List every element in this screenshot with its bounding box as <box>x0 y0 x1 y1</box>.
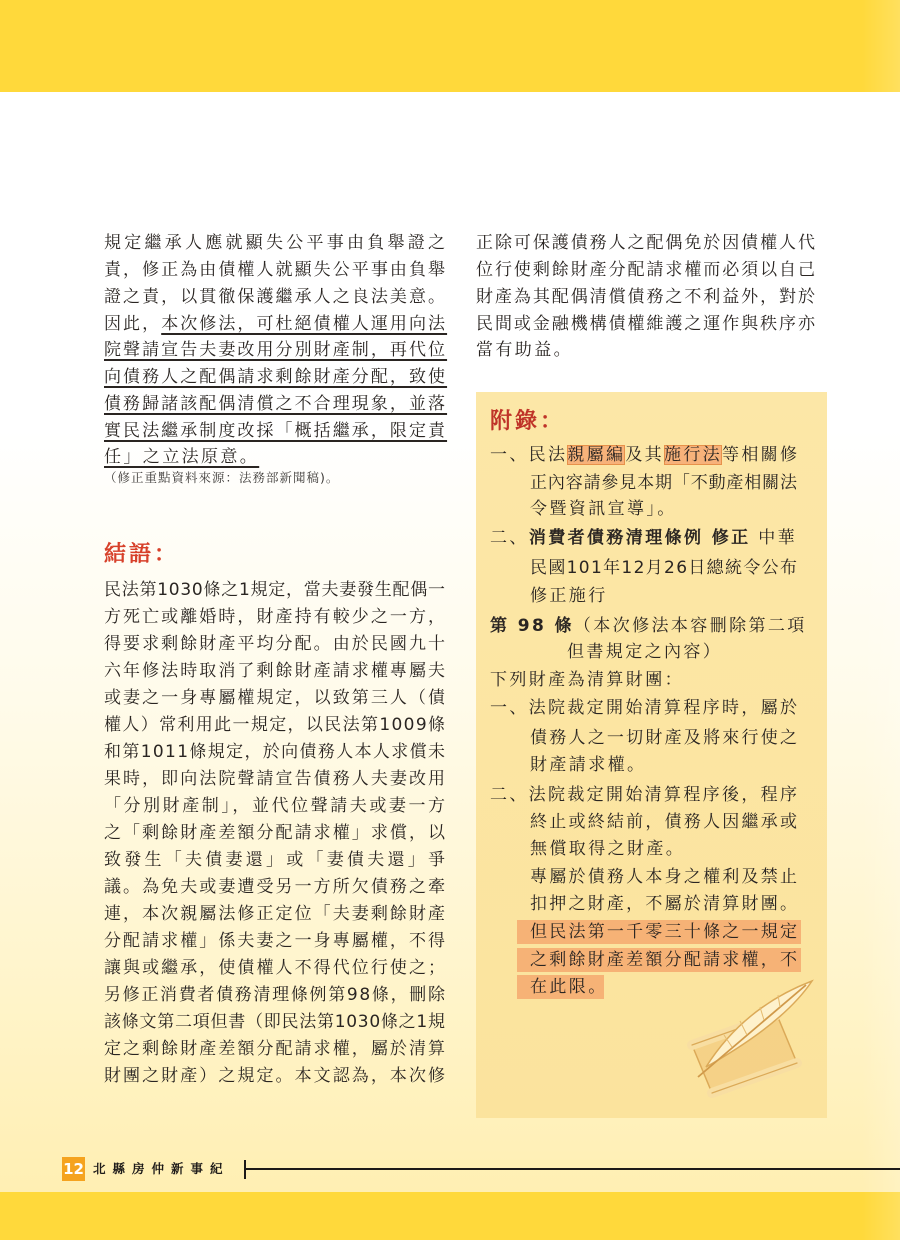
text-span: 及其 <box>625 445 665 465</box>
body-text-line: 議。為免夫或妻遭受另一方所欠債務之牽 <box>104 877 448 897</box>
item-number: 二、 <box>490 785 529 805</box>
underlined-text-line: 任」之立法原意。 <box>104 447 260 467</box>
appendix-text-line: 正內容請參見本期「不動產相關法 <box>530 473 798 493</box>
highlighted-term: 施行法 <box>664 445 723 465</box>
exclusion-line: 專屬於債務人本身之權利及禁止 <box>530 867 800 887</box>
text-span: 法院裁定開始清算程序時，屬於 <box>528 698 800 718</box>
appendix-item <box>490 527 797 549</box>
article-line <box>490 615 807 637</box>
list-intro: 下列財產為清算財團： <box>490 670 684 690</box>
body-text-line: 權人）常利用此一規定，以民法第1009條 <box>104 715 447 735</box>
highlighted-exception-line: 但民法第一千零三十條之一規定 <box>530 922 800 942</box>
bottom-color-band <box>0 1192 900 1240</box>
body-text-line <box>104 313 448 335</box>
appendix-item <box>490 444 800 466</box>
body-text-line: 責，修正為由債權人就顯失公平事由負舉 <box>104 260 448 280</box>
body-text-line: 規定繼承人應就顯失公平事由負舉證之 <box>104 233 449 253</box>
list-item-line: 財產請求權。 <box>530 755 647 775</box>
conclusion-heading: 結語： <box>104 542 180 567</box>
body-text-line: 民法第1030條之1規定，當夫妻發生配偶一 <box>104 580 446 600</box>
body-text-line: 該條文第二項但書（即民法第1030條之1規 <box>104 1012 446 1032</box>
body-text-line: 民間或金融機構債權維護之運作與秩序亦 <box>476 314 817 334</box>
item-number: 一、 <box>490 445 529 465</box>
article-note-continued: 但書規定之內容） <box>567 642 723 662</box>
body-text-line: 果時，即向法院聲請宣告債務人夫妻改用 <box>104 769 448 789</box>
body-text-line: 當有助益。 <box>476 340 573 360</box>
body-text-line: 定之剩餘財產差額分配請求權，屬於清算 <box>104 1039 448 1059</box>
appendix-text-line: 修正施行 <box>530 586 608 606</box>
body-text-line: 讓與或繼承，使債權人不得代位行使之； <box>104 958 448 978</box>
body-text-line: 財產為其配偶清償債務之不利益外，對於 <box>476 287 817 307</box>
highlighted-term: 親屬編 <box>567 445 626 465</box>
highlighted-exception-line: 在此限。 <box>530 977 608 997</box>
article-label: 第 98 條 <box>490 616 574 636</box>
list-item-line: 債務人之一切財產及將來行使之 <box>530 728 800 748</box>
body-text-line: 「分別財產制」，並代位聲請夫或妻一方 <box>104 796 448 816</box>
body-text-line: 得要求剩餘財產平均分配。由於民國九十 <box>104 634 448 654</box>
source-note: （修正重點資料來源：法務部新聞稿)。 <box>104 470 340 485</box>
body-text-line: 之「剩餘財產差額分配請求權」求償，以 <box>104 823 448 843</box>
appendix-text-line: 令暨資訊宣導」。 <box>530 499 677 519</box>
item-title <box>490 527 751 549</box>
highlighted-exception-line: 之剩餘財產差額分配請求權，不 <box>530 950 800 970</box>
law-title: 消費者債務清理條例 修正 <box>528 528 751 548</box>
appendix-heading: 附錄： <box>490 409 566 434</box>
body-text-line: 證之責，以貫徹保護繼承人之良法美意。 <box>104 287 448 307</box>
footer-rule <box>244 1168 900 1170</box>
page-number: 12 <box>62 1157 85 1181</box>
body-text-line: 財團之財產）之規定。本文認為，本次修 <box>104 1066 448 1086</box>
body-text-line: 方死亡或離婚時，財產持有較少之一方， <box>104 607 448 627</box>
text-span: 民法 <box>528 445 568 465</box>
body-text-line: 連，本次親屬法修正定位「夫妻剩餘財產 <box>104 904 448 924</box>
page-edge-highlight <box>862 0 900 1240</box>
appendix-text-line: 民國101年12月26日總統令公布 <box>530 558 799 578</box>
top-color-band <box>0 0 900 92</box>
body-text-line: 分配請求權」係夫妻之一身專屬權，不得 <box>104 931 448 951</box>
underlined-text-line: 院聲請宣告夫妻改用分別財產制，再代位 <box>104 340 448 360</box>
magazine-title: 北縣房仲新事紀 <box>93 1161 230 1176</box>
underlined-text: 本次修法，可杜絕債權人運用向法 <box>161 314 448 334</box>
body-text-line: 或妻之一身專屬權規定，以致第三人（債 <box>104 688 448 708</box>
list-item <box>490 697 800 719</box>
body-text-line: 致發生「夫債妻還」或「妻債夫還」爭 <box>104 850 449 870</box>
item-number: 二、 <box>490 528 529 548</box>
paragraph-lead: 因此， <box>104 314 162 334</box>
list-item-line: 無償取得之財產。 <box>530 839 686 859</box>
list-item <box>490 784 800 806</box>
body-text-line: 和第1011條規定，於向債務人本人求償未 <box>104 742 447 762</box>
underlined-text-line: 向債務人之配偶請求剩餘財產分配，致使 <box>104 367 448 387</box>
exclusion-line: 扣押之財產，不屬於清算財團。 <box>530 894 800 914</box>
list-item-line: 終止或終結前，債務人因繼承或 <box>530 812 800 832</box>
item-number: 一、 <box>490 698 529 718</box>
body-text-line: 另修正消費者債務清理條例第98條，刪除 <box>104 985 447 1005</box>
body-text-line: 六年修法時取消了剩餘財產請求權專屬夫 <box>104 661 448 681</box>
body-text-line: 位行使剩餘財產分配請求權而必須以自己 <box>476 260 817 280</box>
underlined-text-line: 債務歸諸該配偶清償之不合理現象，並落 <box>104 394 448 414</box>
text-span: 等相關修 <box>722 445 800 465</box>
body-text-line: 正除可保護債務人之配偶免於因債權人代 <box>476 233 817 253</box>
text-span: 法院裁定開始清算程序後，程序 <box>528 785 800 805</box>
text-span: 中華 <box>758 528 797 548</box>
underlined-text-line: 實民法繼承制度改採「概括繼承，限定責 <box>104 421 448 441</box>
article-note: （本次修法本容刪除第二項 <box>573 616 807 636</box>
